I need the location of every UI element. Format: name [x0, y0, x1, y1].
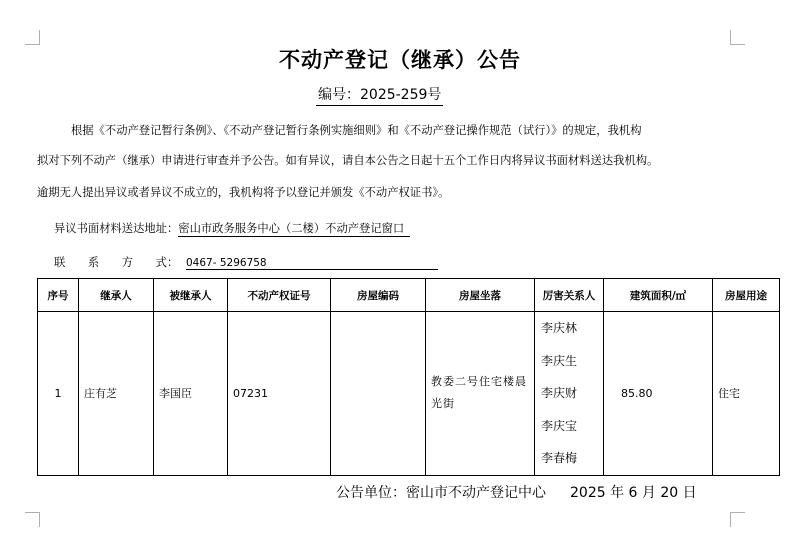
cell-heir: 庄有芝 — [79, 312, 154, 476]
crop-mark-bottom-left — [25, 512, 40, 527]
paragraph-3: 逾期无人提出异议或者异议不成立的，我机构将予以登记并颁发《不动产权证书》。 — [37, 186, 450, 199]
cell-cert-no: 07231 — [228, 312, 331, 476]
announcement-table — [37, 278, 780, 476]
interested-party: 李春梅 — [541, 451, 578, 465]
objection-address-label: 异议书面材料送达地址： — [54, 222, 179, 235]
crop-mark-top-left — [25, 30, 40, 45]
table-row — [38, 312, 780, 476]
cell-index: 1 — [38, 312, 79, 476]
cell-area: 85.80 — [604, 312, 713, 476]
contact-value: 0467- 5296758 — [186, 257, 438, 270]
interested-party: 李庆宝 — [541, 418, 578, 433]
paragraph-2: 拟对下列不动产（继承）申请进行审查并予公告。如有异议，请自本公告之日起十五个工作日内将异议书面材料送达我机构。 — [37, 154, 659, 167]
cell-interested-parties — [535, 312, 604, 476]
footer-date: 2025 年 6 月 20 日 — [570, 485, 697, 501]
footer — [336, 482, 697, 502]
header-cert-no: 不动产权证号 — [228, 279, 331, 312]
crop-mark-top-right — [730, 30, 745, 45]
header-interested-parties: 厉害关系人 — [535, 279, 604, 312]
header-heir: 继承人 — [79, 279, 154, 312]
crop-mark-bottom-right — [730, 512, 745, 527]
cell-usage: 住宅 — [713, 312, 780, 476]
interested-party: 李庆财 — [541, 386, 578, 400]
interested-party: 李庆生 — [541, 353, 578, 368]
objection-address-row — [54, 220, 410, 237]
contact-row — [54, 254, 438, 270]
interested-party: 李庆林 — [541, 321, 578, 335]
document-number: 编号：2025-259号 — [316, 84, 443, 106]
objection-address-value: 密山市政务服务中心（二楼）不动产登记窗口 — [178, 220, 410, 237]
footer-unit: 公告单位：密山市不动产登记中心 — [336, 485, 546, 501]
cell-location: 教委二号住宅楼晨光街 — [426, 312, 535, 476]
table-header-row — [38, 279, 780, 312]
header-location: 房屋坐落 — [426, 279, 535, 312]
header-usage: 房屋用途 — [713, 279, 780, 312]
cell-decedent: 李国臣 — [154, 312, 228, 476]
contact-label: 联 系 方 式： — [54, 256, 179, 269]
header-index: 序号 — [38, 279, 79, 312]
header-house-code: 房屋编码 — [331, 279, 426, 312]
header-area: 建筑面积/㎡ — [604, 279, 713, 312]
header-decedent: 被继承人 — [154, 279, 228, 312]
paragraph-1: 根据《不动产登记暂行条例》、《不动产登记暂行条例实施细则》和《不动产登记操作规范（试行）》的规定，我机构 — [71, 124, 642, 137]
cell-house-code — [331, 312, 426, 476]
document-title: 不动产登记（继承）公告 — [279, 48, 521, 72]
